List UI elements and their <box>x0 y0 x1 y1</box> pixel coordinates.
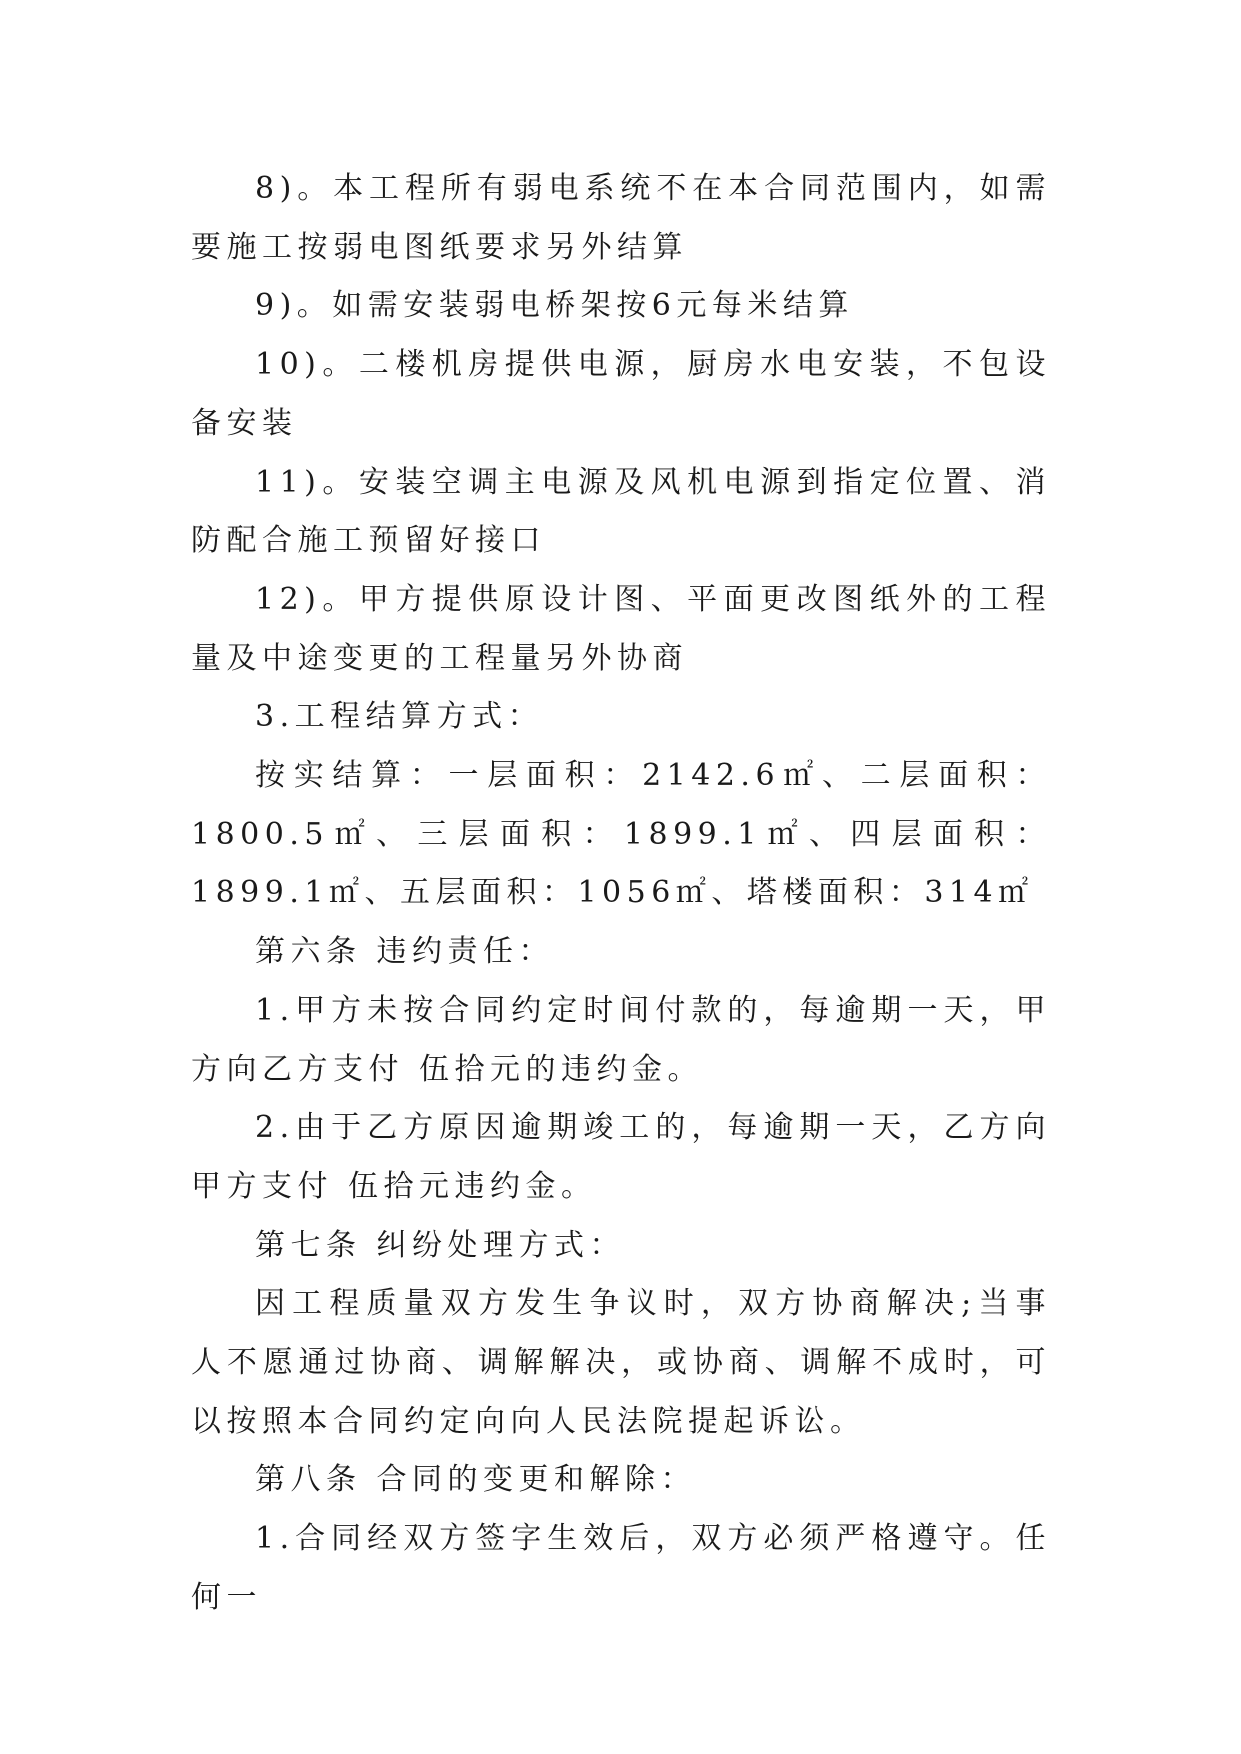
paragraph-item-8: 8)。本工程所有弱电系统不在本合同范围内，如需要施工按弱电图纸要求另外结算 <box>191 171 1051 265</box>
paragraph-item-11: 11)。安装空调主电源及风机电源到指定位置、消防配合施工预留好接口 <box>191 464 1051 559</box>
paragraph-item-12: 12)。甲方提供原设计图、平面更改图纸外的工程量及中途变更的工程量另外协商 <box>191 581 1051 676</box>
article-heading-7: 第七条 纠纷处理方式： <box>255 1227 626 1263</box>
paragraph-penalty-party-b: 2.由于乙方原因逾期竣工的，每逾期一天，乙方向甲方支付 伍拾元违约金。 <box>191 1110 1051 1204</box>
article-heading-8: 第八条 合同的变更和解除： <box>255 1462 697 1498</box>
paragraph-item-10: 10)。二楼机房提供电源，厨房水电安装，不包设备安装 <box>191 347 1051 441</box>
paragraph-penalty-party-a: 1.甲方未按合同约定时间付款的，每逾期一天，甲方向乙方支付 伍拾元的违约金。 <box>191 992 1051 1087</box>
paragraph-item-9: 9)。如需安装弱电桥架按6元每米结算 <box>255 288 854 324</box>
paragraph-dispute-resolution: 因工程质量双方发生争议时，双方协商解决;当事人不愿通过协商、调解解决，或协商、调解不成时，可以按照本合同约定向向人民法院提起诉讼。 <box>191 1286 1051 1439</box>
section-heading-settlement: 3.工程结算方式： <box>255 699 544 735</box>
paragraph-contract-change: 1.合同经双方签字生效后，双方必须严格遵守。任何一 <box>191 1521 1051 1615</box>
paragraph-settlement-areas: 按实结算：一层面积：2142.6㎡、二层面积：1800.5㎡、三层面积：1899.1㎡、四层面积：1899.1㎡、五层面积：1056㎡、塔楼面积：314㎡ <box>191 758 1051 911</box>
article-heading-6: 第六条 违约责任： <box>255 934 555 970</box>
document-body <box>191 160 1051 1628</box>
